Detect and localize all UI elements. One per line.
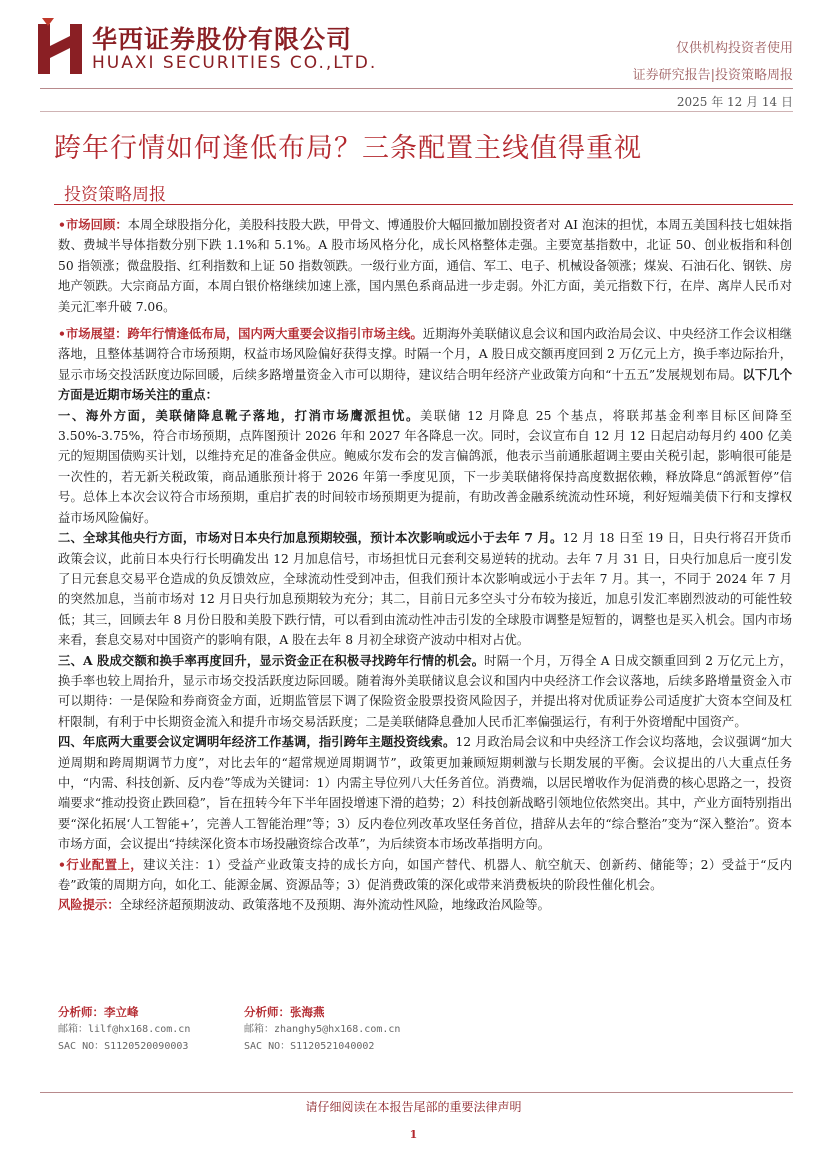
allocation-lead: 行业配置上， [65, 856, 144, 872]
point-4-text: 12 月政治局会议和中央经济工作会议均落地，会议强调“加大逆周期和跨周期调节力度”，对比去年的“超常规逆周期调节”，政策更加兼顾短期刺激与长期发展的平衡。会议提出的八大重点任务中，“内需、科技创新、反内卷”等成为关键词：1）内需主导位列八大任务首位。消费端，以居民增收作为促消费的核心思路之一，投资端要求“推动投资止跌回稳”，旨在扭转今年下半年固投增速下滑的趋势；2）科技创新战略引领地位依然突出。其中，产业方面特别指出要“深化拓展‘人工智能+’，完善人工智能治理”等；3）反内卷位列改革攻坚任务首位，措辞从去年的“综合整治”变为“深入整治”。资本市场方面，会议提出“持续深化资本市场投融资综合改革”，为后续资本市场改革指明方向。 [58, 735, 792, 852]
footer-divider [40, 1092, 793, 1093]
market-outlook-tail: 以下几个方面是近期市场关注的重点： [58, 366, 792, 403]
market-review-lead: 市场回顾： [65, 217, 128, 232]
point-1-lead: 一、海外方面，美联储降息靴子落地，打消市场鹰派担忧。 [58, 407, 420, 423]
allocation-text: 建议关注：1）受益产业政策支持的成长方向，如国产替代、机器人、航空航天、创新药、储能等；2）受益于“反内卷”政策的周期方向，如化工、能源金属、资源品等；3）促消费政策的深化或带来消费板块的阶段性催化机会。 [58, 857, 792, 892]
risk-lead: 风险提示： [58, 897, 120, 913]
legal-notice: 请仔细阅读在本报告尾部的重要法律声明 [305, 1100, 522, 1114]
report-type-tag: 证券研究报告|投资策略周报 [632, 68, 793, 83]
point-1-text: 美联储 12 月降息 25 个基点，将联邦基金利率目标区间降至 3.50%-3.75%，符合市场预期，点阵图预计 2026 年和 2027 年各降息一次。同时，会议宣布自 12 月 12 日起启动每月约 400 亿美元的短期国债购买计划，以维持充足的准备金供应。鲍威尔发布会的发言偏鸽派，他表示当前通胀超调主要由关税引起，影响很可能是一次性的，若无新关税政策，商品通胀预计将于 2026 年第一季度见顶，下一步美联储将保持高度数据依赖，释放降息“鸽派暂停”信号。总体上本次会议符合市场预期，重启扩表的时间较市场预期更为提前，有助改善金融系统流动性环境，利好短端美债下行和支撑权益市场风险偏好。 [58, 408, 792, 525]
date-divider [40, 111, 793, 112]
analyst-name: 分析师：李立峰 [58, 1005, 139, 1019]
report-title: 跨年行情如何逢低布局？三条配置主线值得重视 [54, 133, 642, 164]
point-2-paragraph [58, 528, 792, 650]
point-4-lead: 四、年底两大重要会议定调明年经济工作基调，指引跨年主题投资线索。 [58, 734, 456, 750]
analyst-card [244, 1004, 484, 1055]
subtitle-divider [54, 204, 793, 205]
market-outlook-text: 近期海外美联储议息会议和国内政治局会议、中央经济工作会议相继落地，且整体基调符合市场预期，权益市场风险偏好获得支撑。时隔一个月，A 股日成交额再度回到 2 万亿元上方，换手率边际抬升，显示市场交投活跃度边际回暖，后续多路增量资金入市可以期待，建议结合明年经济产业政策方向和“十五五”发展规划布局。 [58, 327, 792, 382]
risk-text: 全球经济超预期波动、政策落地不及预期、海外流动性风险，地缘政治风险等。 [119, 898, 550, 913]
point-2-text: 12 月 18 日至 19 日，日央行将召开货币政策会议，此前日本央行行长明确发出 12 月加息信号，市场担忧日元套利交易逆转的扰动。去年 7 月 31 日，日央行加息后一度引发了日元套息交易平仓造成的负反馈效应，全球流动性受到冲击，但我们预计本次影响或远小于去年 7 月。其一，不同于 2024 年 7 月的突然加息，当前市场对 12 月日央行加息预期较为充分；其二，目前日元多空头寸分布较为接近，加息引发汇率剧烈波动的可能性较低；其三，回顾去年 8 月份日股和美股下跌行情，可以看到由流动性冲击引发的全球股市调整是短暂的，调整也是买入机会。国内市场来看，套息交易对中国资产的影响有限，A 股在去年 8 月初全球资产波动中相对占优。 [58, 531, 792, 648]
analyst-sac-number: SAC NO：S1120520090003 [58, 1041, 189, 1052]
analyst-sac-number: SAC NO：S1120521040002 [244, 1041, 375, 1052]
huaxi-logo-icon [38, 18, 82, 74]
risk-paragraph [58, 895, 792, 915]
bullet-marker: • [58, 856, 66, 872]
bullet-marker: • [58, 326, 66, 342]
analyst-email[interactable]: 邮箱：zhanghy5@hx168.com.cn [244, 1024, 401, 1035]
header-divider [40, 88, 793, 89]
audience-tag: 仅供机构投资者使用 [675, 41, 793, 56]
bullet-marker: • [58, 217, 66, 232]
report-subtitle: 投资策略周报 [64, 185, 166, 205]
allocation-paragraph [58, 855, 792, 896]
point-4-paragraph [58, 732, 792, 854]
brand-name-en: HUAXI SECURITIES CO.,LTD. [92, 53, 378, 73]
page-number: 1 [409, 1128, 418, 1141]
report-date: 2025 年 12 月 14 日 [676, 95, 793, 109]
market-outlook-paragraph [58, 324, 792, 406]
point-3-text: 时隔一个月，万得全 A 日成交额重回到 2 万亿元上方，换手率也较上周抬升，显示市场交投活跃度边际回暖。随着海外美联储议息会议和国内中央经济工作会议落地，后续多路增量资金入市可以期待：一是保险和券商资金方面，近期监管层下调了保险资金股票投资风险因子，并提出将对优质证券公司适度扩大资本空间及杠杆限制，有利于中长期资金流入和提升市场交易活跃度；二是美联储降息叠加人民币汇率偏强运行，有利于外资增配中国资产。 [58, 653, 792, 729]
point-3-paragraph [58, 651, 792, 733]
market-review-text: 本周全球股指分化，美股科技股大跌，甲骨文、博通股价大幅回撤加剧投资者对 AI 泡沫的担忧，本周五美国科技七姐妹指数、费城半导体指数分别下跌 1.1%和 5.1%。A 股市场风格分化，成长风格整体走强。主要宽基指数中，北证 50、创业板指和科创 50 指领涨；微盘股指、红利指数和上证 50 指数领跌。一级行业方面，通信、军工、电子、机械设备领涨；煤炭、石油石化、钢铁、房地产领跌。大宗商品方面，本周白银价格继续加速上涨，国内黑色系商品进一步走弱。外汇方面，美元指数下行，在岸、离岸人民币对美元汇率升破 7.06。 [58, 218, 792, 314]
point-3-lead: 三、A 股成交额和换手率再度回升，显示资金正在积极寻找跨年行情的机会。 [58, 652, 485, 668]
point-2-lead: 二、全球其他央行方面，市场对日本央行加息预期较强，预计本次影响或远小于去年 7 月。 [58, 530, 563, 546]
analyst-name: 分析师：张海燕 [244, 1005, 325, 1019]
market-outlook-lead: 市场展望：跨年行情逢低布局，国内两大重要会议指引市场主线。 [65, 326, 423, 342]
analyst-email[interactable]: 邮箱：lilf@hx168.com.cn [58, 1024, 191, 1035]
point-1-paragraph [58, 406, 792, 528]
brand-name-cn: 华西证券股份有限公司 [92, 25, 353, 54]
market-review-paragraph [58, 215, 792, 317]
report-body [58, 215, 792, 916]
